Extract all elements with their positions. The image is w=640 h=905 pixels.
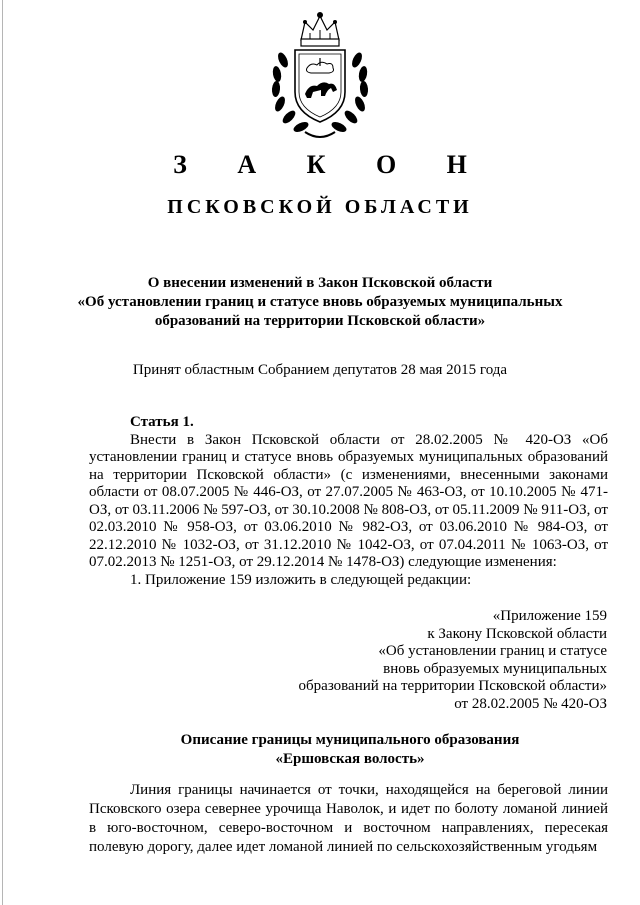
article-heading: Статья 1. <box>130 414 194 430</box>
description-title <box>60 731 640 769</box>
law-title: З А К О Н <box>173 150 489 179</box>
appendix-line-2: к Закону Псковской области <box>427 625 607 642</box>
article-intro: Внести в Закон Псковской области от 28.02.2005 № 420-ОЗ «Об установлении границ и статусе вновь образуемых муниципальных образований на территории Псковской области» (с изменениями, внесенными законами области от 08.07.2005 № 446-ОЗ, от 27.07.2005 № 463-ОЗ, от 10.10.2005 № 471-ОЗ, от 03.11.2006 № 597-ОЗ, от 30.10.2008 № 808-ОЗ, от 05.11.2009 № 911-ОЗ, от 02.03.2010 № 958-ОЗ, от 03.06.2010 № 982-ОЗ, от 03.06.2010 № 984-ОЗ, от 22.12.2010 № 1032-ОЗ, от 31.12.2010 № 1042-ОЗ, от 07.04.2011 № 1063-ОЗ, от 07.02.2013 № 1251-ОЗ, от 29.12.2014 № 1478-ОЗ) следующие изменения: <box>89 431 608 570</box>
appendix-reference <box>260 608 607 713</box>
article-1 <box>89 414 608 589</box>
appendix-line-1: «Приложение 159 <box>492 608 607 624</box>
appendix-line-6: от 28.02.2005 № 420-ОЗ <box>454 695 607 712</box>
article-item-1: 1. Приложение 159 изложить в следующей редакции: <box>130 571 472 588</box>
region-title: ПСКОВСКОЙ ОБЛАСТИ <box>167 196 473 218</box>
appendix-line-3: «Об установлении границ и статусе <box>378 643 607 659</box>
description-title-line-1: Описание границы муниципального образования <box>180 732 520 748</box>
pskov-coat-of-arms-icon <box>265 10 375 142</box>
description-text: Линия границы начинается от точки, находящейся на береговой линии Псковского озера севернее урочища Наволок, и идет по болоту ломаной линией в юго-восточном, северо-восточном и восточном направлениях, пересекая полевую дорогу, далее идет ломаной линией по сельскохозяйственным угодьям <box>89 782 608 855</box>
law-subject-line-2: «Об установлении границ и статусе вновь образуемых муниципальных образований на территории Псковской области» <box>77 294 563 329</box>
scan-edge-line <box>2 0 3 905</box>
law-subject <box>60 274 580 331</box>
appendix-line-4: вновь образуемых муниципальных <box>383 660 607 677</box>
adoption-line: Принят областным Собранием депутатов 28 мая 2015 года <box>132 362 508 378</box>
description-title-line-2: «Ершовская волость» <box>275 751 425 767</box>
appendix-line-5: образований на территории Псковской области» <box>298 678 607 694</box>
law-subject-line-1: О внесении изменений в Закон Псковской области <box>147 275 493 291</box>
